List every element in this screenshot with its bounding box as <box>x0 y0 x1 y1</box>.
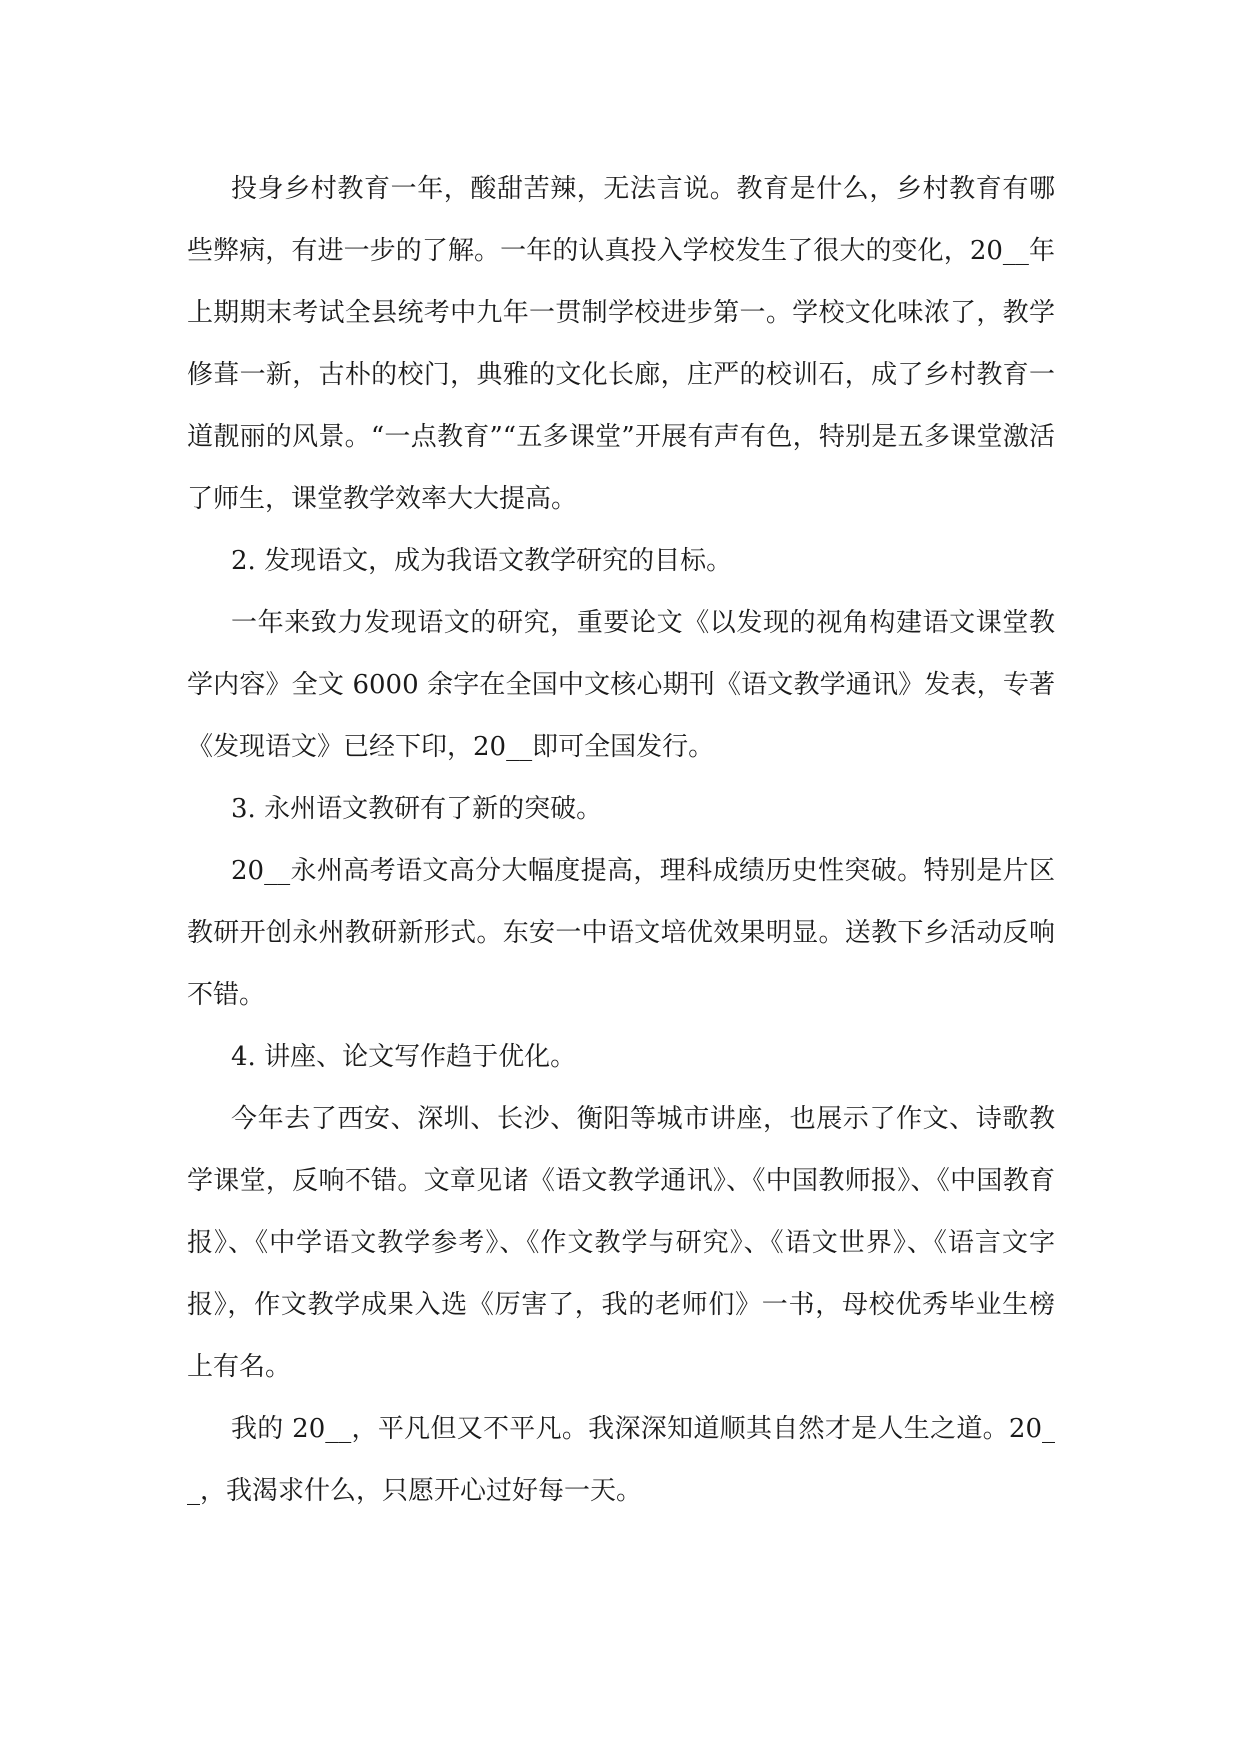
paragraph-conclusion: 我的 20__，平凡但又不平凡。我深深知道顺其自然才是人生之道。20__，我渴求什么，只愿开心过好每一天。 <box>187 1414 1055 1506</box>
paragraph-yongzhou-research: 20__永州高考语文高分大幅度提高，理科成绩历史性突破。特别是片区教研开创永州教研新形式。东安一中语文培优效果明显。送教下乡活动反响不错。 <box>187 856 1055 1010</box>
heading-discover-chinese: 2. 发现语文，成为我语文教学研究的目标。 <box>231 546 733 576</box>
heading-yongzhou-research: 3. 永州语文教研有了新的突破。 <box>231 794 603 824</box>
paragraph-lectures-writing: 今年去了西安、深圳、长沙、衡阳等城市讲座，也展示了作文、诗歌教学课堂，反响不错。文章见诸《语文教学通讯》、《中国教师报》、《中国教育报》、《中学语文教学参考》、《作文教学与研究》、《语文世界》、《语言文字报》，作文教学成果入选《厉害了，我的老师们》一书，母校优秀毕业生榜上有名。 <box>187 1104 1055 1382</box>
paragraph-discover-chinese: 一年来致力发现语文的研究，重要论文《以发现的视角构建语文课堂教学内容》全文 6000 余字在全国中文核心期刊《语文教学通讯》发表，专著《发现语文》已经下印，20__即可全国发行。 <box>187 608 1055 762</box>
heading-lectures-writing: 4. 讲座、论文写作趋于优化。 <box>231 1042 577 1072</box>
paragraph-rural-education: 投身乡村教育一年，酸甜苦辣，无法言说。教育是什么，乡村教育有哪些弊病，有进一步的了解。一年的认真投入学校发生了很大的变化，20__年上期期末考试全县统考中九年一贯制学校进步第一。学校文化味浓了，教学修葺一新，古朴的校门，典雅的文化长廊，庄严的校训石，成了乡村教育一道靓丽的风景。“一点教育”“五多课堂”开展有声有色，特别是五多课堂激活了师生，课堂教学效率大大提高。 <box>187 174 1055 514</box>
document-body <box>187 158 1055 1522</box>
